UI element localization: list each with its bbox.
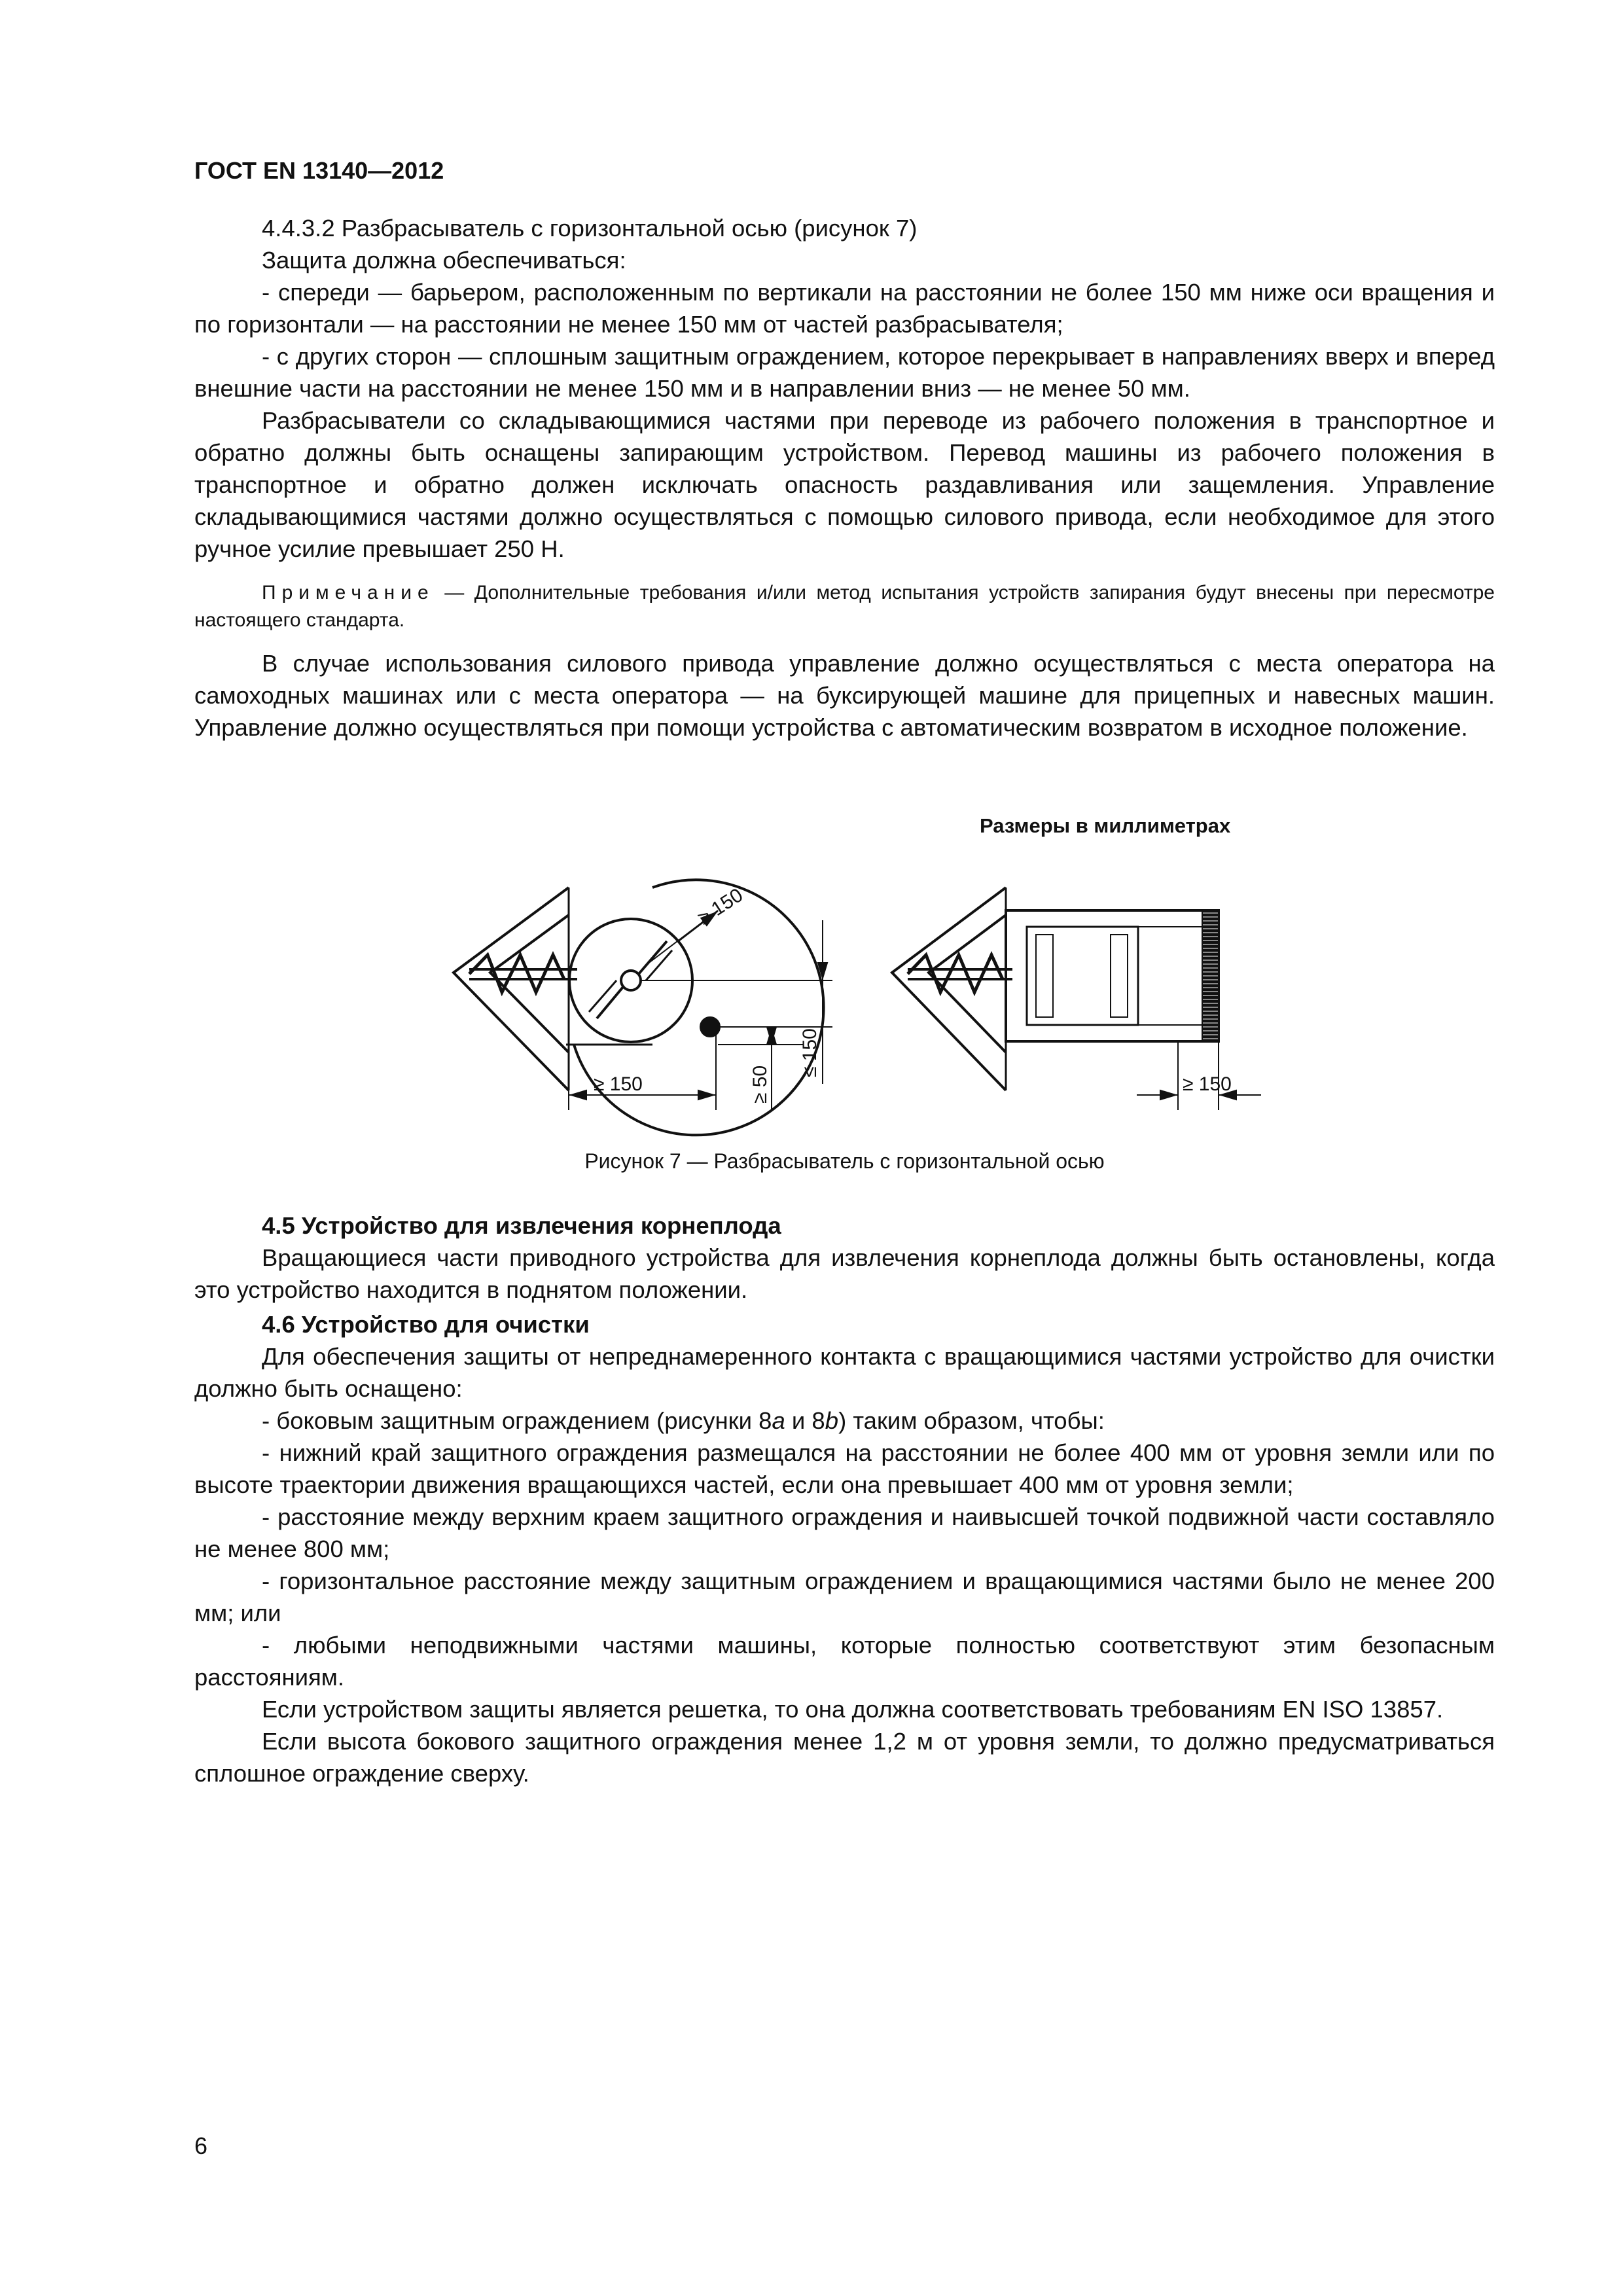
figure-ref-b: b <box>825 1407 839 1434</box>
right-auger <box>908 955 1003 992</box>
protection-front-item: - спереди — барьером, расположенным по вертикали на расстоянии не более 150 мм ниже оси вращения и по горизонтали — на расстоянии не менее 150 мм от частей разбрасывателя; <box>194 279 1495 338</box>
note <box>194 579 1495 634</box>
rotor-side-housing <box>1006 910 1219 1041</box>
rotor-side-bar <box>1202 910 1219 1041</box>
item-text: и 8 <box>785 1407 825 1434</box>
section-4-6-grid-paragraph: Если устройством защиты является решетка, то она должна соответствовать требованиям EN ISO 13857. <box>262 1696 1444 1723</box>
figure-7 <box>194 770 1495 1202</box>
rotor-hub <box>621 971 641 990</box>
dim-le150: ≤ 150 <box>799 1028 821 1077</box>
note-label: Примечание <box>262 582 435 603</box>
figure-dimensions-label: Размеры в миллиметрах <box>980 814 1231 837</box>
dim-ge150-diagonal: ≥ 150 <box>694 884 747 929</box>
section-4-6-item-lower-edge: - нижний край защитного ограждения размещался на расстоянии не более 400 мм от уровня земли или по высоте траектории движения вращающихся частей, если она превышает 400 мм от уровня земли; <box>194 1439 1495 1498</box>
page-content <box>194 157 1495 1789</box>
section-4-6-item-fixed-parts: - любыми неподвижными частями машины, которые полностью соответствуют этим безопасным расстояниям. <box>194 1632 1495 1691</box>
right-guard-outline <box>892 888 1006 1090</box>
dim-ge50: ≥ 50 <box>749 1065 771 1103</box>
figure-caption: Рисунок 7 — Разбрасыватель с горизонтальной осью <box>584 1149 1105 1173</box>
section-4-6-item-side-guard <box>194 1405 1495 1437</box>
left-auger <box>469 955 564 992</box>
section-4-6-intro: Для обеспечения защиты от непреднамеренного контакта с вращающимися частями устройство для очистки должно быть оснащено: <box>194 1343 1495 1402</box>
folding-parts-paragraph: Разбрасыватели со складывающимися частями при переводе из рабочего положения в транспортное и обратно должны быть оснащены запирающим устройством. Перевод машины из рабочего положения в транспортное и обратно должен исключать опасность раздавливания или защемления. Управление складывающимися частями должно осуществляться с помощью силового привода, если необходимое для этого ручное усилие превышает 250 Н. <box>194 407 1495 562</box>
document-header: ГОСТ EN 13140—2012 <box>194 157 444 184</box>
item-text: ) таким образом, чтобы: <box>838 1407 1105 1434</box>
left-view <box>454 880 832 1135</box>
figure-7-drawing <box>194 770 1495 1149</box>
section-4-6-height-paragraph: Если высота бокового защитного ограждения менее 1,2 м от уровня земли, то должно предусматриваться сплошное ограждение сверху. <box>194 1728 1495 1787</box>
section-4-5-text: Вращающиеся части приводного устройства для извлечения корнеплода должны быть остановлены, когда это устройство находится в поднятом положении. <box>194 1244 1495 1303</box>
section-4-6-item-upper-edge: - расстояние между верхним краем защитного ограждения и наивысшей точкой подвижной части составляло не менее 800 мм; <box>194 1503 1495 1562</box>
clause-4-4-3-2-title: 4.4.3.2 Разбрасыватель с горизонтальной осью (рисунок 7) <box>262 215 918 242</box>
dim-ge150-left: ≥ 150 <box>594 1073 643 1095</box>
protection-intro: Защита должна обеспечиваться: <box>262 247 626 274</box>
section-4-6-title: 4.6 Устройство для очистки <box>262 1311 590 1338</box>
dim-ge150-right: ≥ 150 <box>1183 1073 1232 1095</box>
section-4-5-title: 4.5 Устройство для извлечения корнеплода <box>262 1212 781 1239</box>
item-text: - боковым защитным ограждением (рисунки 8 <box>262 1407 772 1434</box>
power-drive-paragraph: В случае использования силового привода управление должно осуществляться с места оператора на самоходных машинах или с места оператора — на буксирующей машине для прицепных и навесных машин. Управление должно осуществляться при помощи устройства с автоматическим возвратом в исходное положение. <box>194 650 1495 741</box>
page-number: 6 <box>194 2132 208 2159</box>
protection-other-sides-item: - с других сторон — сплошным защитным ограждением, которое перекрывает в направлениях вверх и вперед внешние части на расстоянии не менее 150 мм и в направлении вниз — не менее 50 мм. <box>194 343 1495 402</box>
left-guard-outline <box>454 888 569 1090</box>
note-text: — Дополнительные требования и/или метод испытания устройств запирания будут внесены при пересмотре настоящего стандарта. <box>194 582 1495 631</box>
section-4-6-item-horizontal: - горизонтальное расстояние между защитным ограждением и вращающимися частями было не менее 200 мм; или <box>194 1568 1495 1626</box>
figure-ref-a: a <box>772 1407 785 1434</box>
